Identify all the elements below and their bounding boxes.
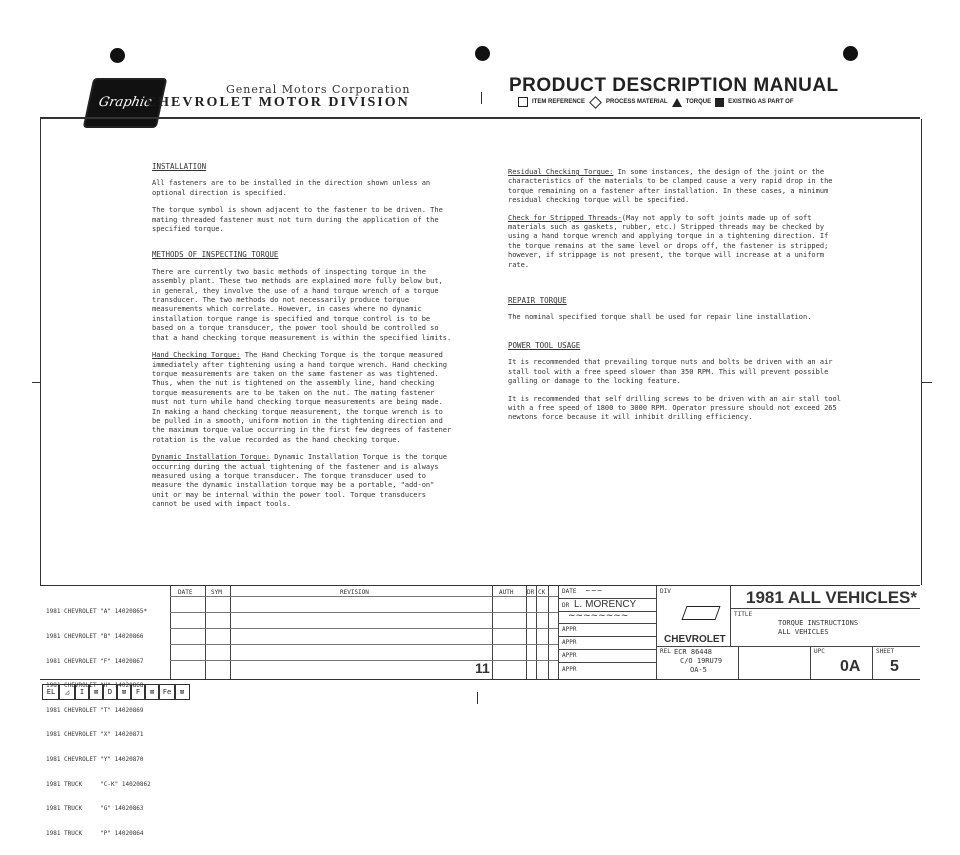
power-tool-p1: It is recommended that prevailing torque nuts and bolts be driven with an air stall tool with a free speed slower than 350 RPM. This will prevent possible galling or damage to the locking feature.: [508, 358, 833, 386]
sheet-label: SHEET: [876, 648, 895, 655]
power-tool-heading: POWER TOOL USAGE: [508, 340, 581, 350]
header-tick: [481, 92, 482, 104]
dynamic-paragraph: [152, 453, 452, 509]
hand-checking-text: The Hand Checking Torque is the torque measured immediately after tightening using a hand torque wrench. Hand checking torque measurements are taken on the same fastener as was tightened. Thus, when the nut is tightened on the assembly line, hand checking torque measurements are to be taken on the nut. The mating fastener must not turn while hand checking torque measurements are being made. In making a hand checking torque measurement, the torque wrench is to be pulled in a smooth, uniform motion in the tightening direction and the maximum torque value occurring in the first few degrees of fastener rotation is the value recorded as the hand checking torque.: [152, 351, 452, 444]
punch-hole-left: [110, 48, 125, 63]
upc-value: 0A: [840, 658, 861, 675]
grid-line: [170, 612, 558, 613]
doc-title: TORQUE INSTRUCTIONS: [778, 619, 859, 627]
col-head-auth: AUTH: [499, 589, 514, 596]
model-row: 1981 TRUCK "C-K" 14020862: [46, 780, 151, 788]
stripped-paragraph: [508, 214, 843, 270]
grid-line: [738, 646, 739, 679]
div-label: DIV: [660, 588, 671, 595]
installation-heading: INSTALLATION: [152, 162, 207, 171]
grid-line: [170, 628, 558, 629]
grid-line: [558, 623, 656, 624]
model-row: 1981 CHEVROLET "A" 14020865*: [46, 608, 148, 616]
signature-date: ~~~: [585, 587, 603, 595]
existing-part-icon: [715, 98, 724, 107]
chevrolet-bowtie-icon: [681, 606, 720, 620]
left-column: [152, 152, 452, 518]
corporation-name: General Motors Corporation: [226, 83, 411, 96]
grid-line: [730, 608, 920, 609]
repair-heading: REPAIR TORQUE: [508, 296, 567, 306]
grid-line: [170, 644, 558, 645]
ecr-number: ECR 86448: [674, 648, 712, 656]
date-label: DATE: [562, 588, 577, 595]
legend-existing: EXISTING AS PART OF: [728, 99, 794, 105]
appr-label: APPR: [562, 639, 577, 646]
stamp-triangle-icon: ◿: [58, 684, 76, 700]
grid-line: [170, 586, 171, 679]
legend-torque: TORQUE: [685, 99, 712, 105]
punch-hole-center: [475, 46, 490, 61]
title-label: TITLE: [734, 611, 753, 618]
residual-paragraph: [508, 168, 843, 206]
col-head-sym: SYM: [211, 589, 222, 596]
stamp-cross-icon: ⊠: [88, 684, 104, 700]
grid-line: [170, 596, 558, 597]
model-row: 1981 CHEVROLET "F" 14020867: [46, 657, 144, 665]
manual-title: PRODUCT DESCRIPTION MANUAL: [509, 75, 839, 96]
grid-line: [558, 636, 656, 637]
model-list: [46, 592, 174, 855]
legend-process-material: PROCESS MATERIAL: [606, 99, 668, 105]
grid-line: [526, 586, 527, 679]
doc-subtitle: ALL VEHICLES: [778, 628, 829, 636]
grid-line: [170, 660, 558, 661]
methods-heading: METHODS OF INSPECTING TORQUE: [152, 250, 279, 260]
rel-label: REL: [660, 648, 671, 655]
installation-p2: The torque symbol is shown adjacent to the fastener to be driven. The mating threaded fastener must not turn during the application of the specified torque.: [152, 206, 443, 234]
model-row: 1981 TRUCK "P" 14020864: [46, 829, 144, 837]
grid-line: [230, 586, 231, 679]
power-tool-p2: It is recommended that self drilling screws to be driven with an air stall tool with a free speed of 1800 to 3000 RPM. Operator pressure should not exceed 265 newtons force because it will inhibit drilling efficiency.: [508, 394, 841, 422]
symbol-legend: [518, 97, 793, 107]
model-row: 1981 CHEVROLET "Y" 14020870: [46, 756, 144, 764]
legend-item-reference: ITEM REFERENCE: [532, 99, 586, 105]
appr-label: APPR: [562, 626, 577, 633]
graphic-logo: Graphic: [83, 78, 168, 128]
methods-paragraph: There are currently two basic methods of inspecting torque in the assembly plant. These two methods are explained more fully below but, in general, they involve the use of a hand torque wrench of a torque transducer. The two methods do not necessarily produce torque measurements which correlate. However, in cases where no dynamic installation torque range is specified and torque control is to be based on a torque transducer, the power tool should be controlled so that a hand checking torque measurement is within the specified limits.: [152, 267, 452, 342]
grid-line: [548, 586, 549, 679]
grid-line: [810, 646, 811, 679]
grid-line: [558, 662, 656, 663]
grid-line: [205, 586, 206, 679]
division-value: CHEVROLET: [664, 634, 726, 645]
stamp-el: EL: [42, 684, 60, 700]
grid-line: [872, 646, 873, 679]
col-head-revision: REVISION: [340, 589, 369, 596]
grid-line: [492, 586, 493, 679]
hand-checking-term: Hand Checking Torque:: [152, 351, 241, 360]
model-row: 1981 CHEVROLET "T" 14020869: [46, 706, 144, 714]
stamp-fe: Fe: [158, 684, 176, 700]
model-row: 1981 CHEVROLET "H" 14020868: [46, 682, 144, 690]
grid-line: [558, 649, 656, 650]
stamp-cross-icon: ⊠: [144, 684, 160, 700]
stamp-d: D: [102, 684, 118, 700]
stamp-cross-icon: ⊠: [174, 684, 190, 700]
residual-text: In some instances, the design of the joint or the characteristics of the materials to be clamped cause a very rapid drop in the torque remaining on a fastener after installation. In these cases, a minimum residual checking torque will be specified.: [508, 168, 833, 205]
process-material-icon: [589, 96, 602, 109]
model-row: 1981 CHEVROLET "X" 14020871: [46, 731, 144, 739]
model-row: 1981 TRUCK "G" 14020863: [46, 805, 144, 813]
punch-hole-right: [843, 46, 858, 61]
stamp-cross-icon: ⊠: [116, 684, 132, 700]
item-reference-icon: [518, 97, 528, 107]
side-tick-left: [32, 382, 40, 383]
vehicles-heading: 1981 ALL VEHICLES*: [746, 588, 918, 607]
dynamic-text: Dynamic Installation Torque is the torque occurring during the actual tightening of the fastener and is always measured using a torque transducer. The torque transducer used to measure the dynamic installation torque may be a portable, "add-on" unit or may be internal within the power tool. Torque transducers cannot be used with impact tools.: [152, 453, 448, 509]
grid-line: [656, 586, 657, 679]
upc-label: UPC: [814, 648, 825, 655]
appr-label: APPR: [562, 666, 577, 673]
grid-line: [558, 586, 559, 679]
grid-line: [656, 646, 920, 647]
co-number: C/O 19RU79: [680, 657, 723, 665]
dynamic-term: Dynamic Installation Torque:: [152, 453, 271, 462]
drawn-by: L. MORENCY: [574, 599, 637, 610]
division-name: CHEVROLET MOTOR DIVISION: [146, 95, 410, 110]
oa-number: OA-5: [690, 666, 707, 674]
model-row: 1981 CHEVROLET "B" 14020866: [46, 633, 144, 641]
torque-icon: [672, 98, 682, 107]
col-head-ck: CK: [538, 589, 546, 596]
stripped-term: Check for Stripped Threads-: [508, 213, 622, 222]
right-column: [508, 168, 843, 431]
grid-line: [536, 586, 537, 679]
repair-text: The nominal specified torque shall be used for repair line installation.: [508, 313, 812, 322]
page-mark: 11: [475, 660, 490, 676]
signature: ~~~~~~~~: [568, 611, 629, 621]
col-head-date: DATE: [178, 589, 193, 596]
col-head-dr: DR: [527, 589, 535, 596]
installation-p1: All fasteners are to be installed in the direction shown unless an optional direction is specified.: [152, 179, 431, 197]
appr-label: APPR: [562, 652, 577, 659]
hand-checking-paragraph: [152, 351, 452, 445]
side-tick-right: [922, 382, 932, 383]
stamp-f: F: [130, 684, 146, 700]
stamp-i: I: [74, 684, 90, 700]
dr-label: DR: [562, 602, 570, 609]
sheet-value: 5: [890, 658, 899, 675]
grid-line: [730, 586, 731, 646]
residual-term: Residual Checking Torque:: [508, 168, 614, 176]
stripped-text: (May not apply to soft joints made up of soft materials such as gaskets, rubber, etc.) Stripped threads may be checked by using a hand torque wrench and applying torque in a tightening direction. If the torque remains at the same level or drops off, the fastener is stripped; however, if strippage is not present, the torque will increase at a uniform rate.: [508, 213, 829, 269]
bottom-tick: [477, 692, 478, 704]
